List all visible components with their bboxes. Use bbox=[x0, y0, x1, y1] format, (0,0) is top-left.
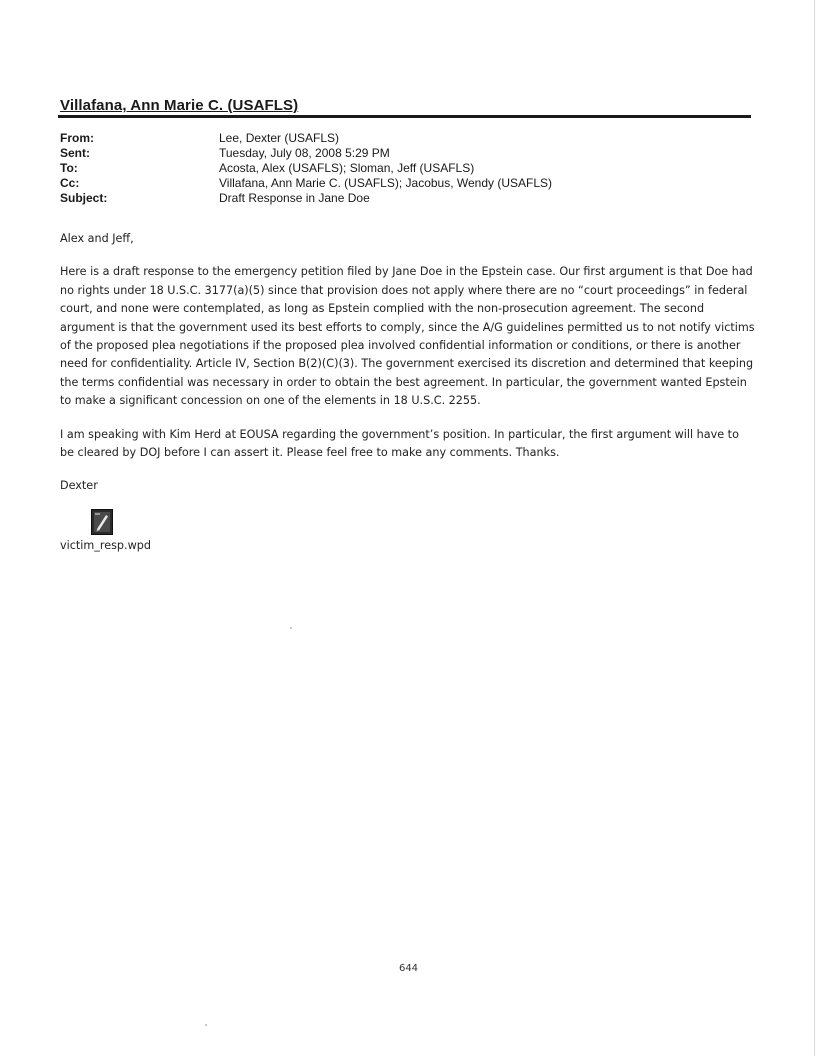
subject-value: Draft Response in Jane Doe bbox=[219, 191, 370, 205]
subject-label: Subject: bbox=[60, 191, 108, 205]
greeting: Alex and Jeff, bbox=[60, 232, 134, 245]
header-divider bbox=[58, 115, 751, 118]
email-body bbox=[60, 230, 755, 511]
sent-label: Sent: bbox=[60, 146, 90, 160]
scan-speck bbox=[205, 1024, 207, 1026]
from-label: From: bbox=[60, 131, 94, 145]
from-row bbox=[60, 131, 552, 146]
sent-row bbox=[60, 146, 552, 161]
scan-speck bbox=[290, 627, 292, 629]
page-edge-line bbox=[814, 0, 815, 1056]
body-paragraph-2: I am speaking with Kim Herd at EOUSA regarding the government’s position. In particular, the first argument will have to be cleared by DOJ before I can assert it. Please feel free to make any comments. Thanks. bbox=[60, 427, 739, 460]
email-meta bbox=[60, 131, 552, 206]
page-number: 644 bbox=[398, 963, 419, 974]
attachment-filename[interactable]: victim_resp.wpd bbox=[60, 539, 151, 552]
body-paragraph-1: Here is a draft response to the emergency petition filed by Jane Doe in the Epstein case. Our first argument is that Doe had no rights under 18 U.S.C. 3177(a)(5) since that provision does not apply where there are no “court proceedings” in federal court, and none were contemplated, as long as Epstein complied with the non-prosecution agreement. The second argument is that the government used its best efforts to comply, since the A/G guidelines permitted us to not notify victims of the proposed plea negotiations if the proposed plea involved confidential information or conditions, or there is another need for confidentiality. Article IV, Section B(2)(C)(3). The government exercised its discretion and determined that keeping the terms confidential was necessary in order to obtain the best agreement. In particular, the government wanted Epstein to make a significant concession on one of the elements in 18 U.S.C. 2255. bbox=[60, 265, 755, 408]
to-label: To: bbox=[60, 161, 78, 175]
to-value: Acosta, Alex (USAFLS); Sloman, Jeff (USAFLS) bbox=[219, 161, 475, 175]
cc-value: Villafana, Ann Marie C. (USAFLS); Jacobus, Wendy (USAFLS) bbox=[219, 176, 553, 190]
cc-row bbox=[60, 176, 552, 191]
mailbox-owner-name: Villafana, Ann Marie C. (USAFLS) bbox=[60, 97, 299, 114]
cc-label: Cc: bbox=[60, 176, 80, 190]
from-value: Lee, Dexter (USAFLS) bbox=[219, 131, 340, 145]
signature: Dexter bbox=[60, 479, 98, 493]
subject-row bbox=[60, 191, 552, 206]
sent-value: Tuesday, July 08, 2008 5:29 PM bbox=[219, 146, 390, 160]
attachment[interactable] bbox=[60, 509, 170, 552]
wpd-file-icon[interactable] bbox=[91, 509, 113, 535]
to-row bbox=[60, 161, 552, 176]
